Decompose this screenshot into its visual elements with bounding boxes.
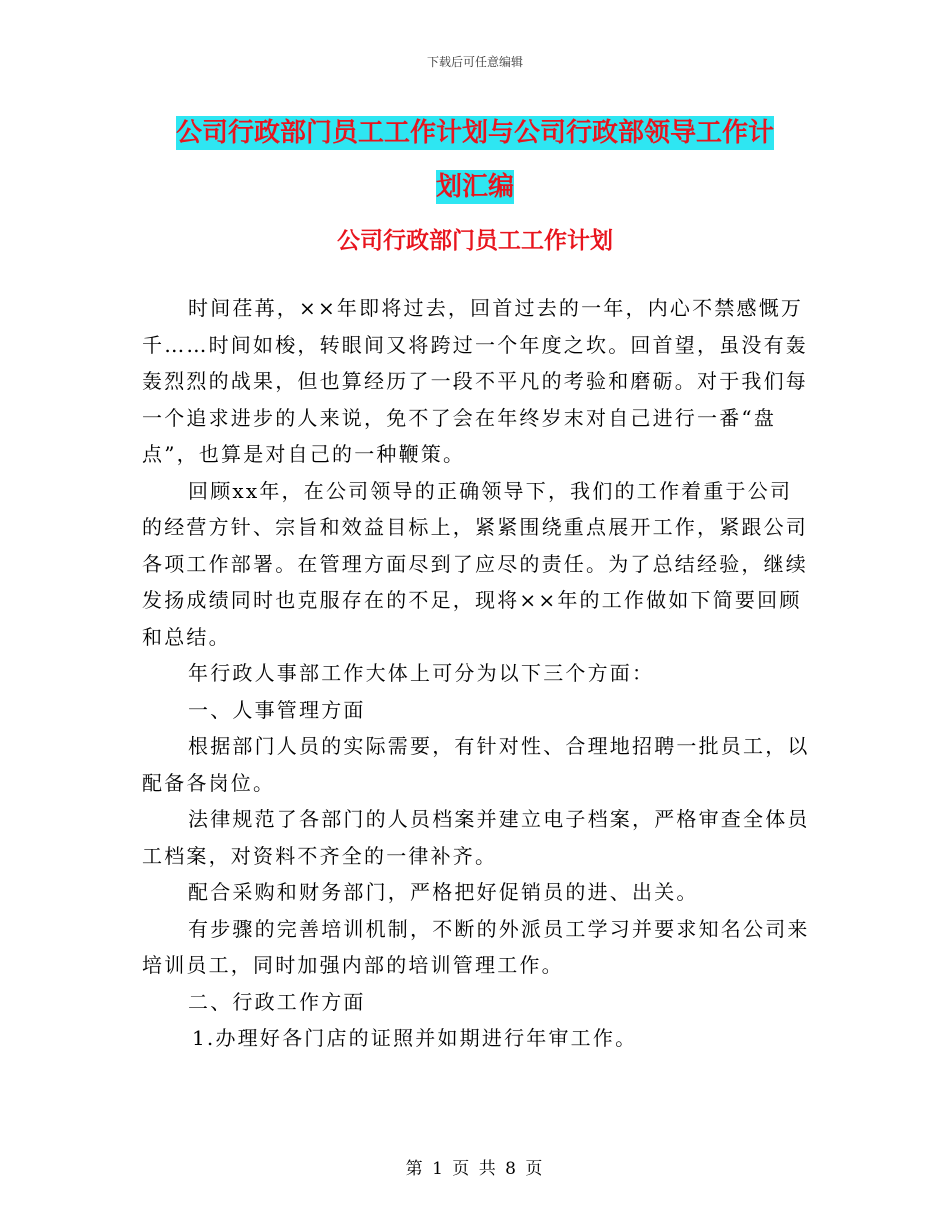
document-title [0,106,950,214]
document-body [142,290,810,1057]
section-title: 公司行政部门员工工作计划 [337,228,613,254]
paragraph-overview: 年行政人事部工作大体上可分为以下三个方面： [188,661,655,685]
paragraph-intro: 时间荏苒，××年即将过去，回首过去的一年，内心不禁感慨万千……时间如梭，转眼间又将跨过一个年度之坎。回首望，虽没有轰轰烈烈的战果，但也算经历了一段不平凡的考验和磨砺。对于我们每一个追求进步的人来说，免不了会在年终岁末对自己进行一番“盘点”，也算是对自己的一种鞭策。 [142,296,808,466]
document-title-line-2: 划汇编 [435,172,514,202]
paragraph-purchasing: 配合采购和财务部门，严格把好促销员的进、出关。 [188,880,699,904]
paragraph-recruitment: 根据部门人员的实际需要，有针对性、合理地招聘一批员工，以配备各岗位。 [142,734,810,795]
heading-administration: 二、行政工作方面 [188,989,366,1014]
list-item-licenses: 1.办理好各门店的证照并如期进行年审工作。 [192,1026,638,1050]
document-title-line-1: 公司行政部门员工工作计划与公司行政部领导工作计 [175,118,774,148]
paragraph-training: 有步骤的完善培训机制，不断的外派员工学习并要求知名公司来培训员工，同时加强内部的培训管理工作。 [142,916,810,977]
paragraph-review: 回顾xx年，在公司领导的正确领导下，我们的工作着重于公司的经营方针、宗旨和效益目标上，紧紧围绕重点展开工作，紧跟公司各项工作部署。在管理方面尽到了应尽的责任。为了总结经验，继续发扬成绩同时也克服存在的不足，现将××年的工作做如下简要回顾和总结。 [142,478,808,649]
header-note: 下载后可任意编辑 [426,55,523,69]
heading-personnel: 一、人事管理方面 [188,697,366,722]
paragraph-archives: 法律规范了各部门的人员档案并建立电子档案，严格审查全体员工档案，对资料不齐全的一律补齐。 [142,807,810,868]
page-footer: 第 1 页 共 8 页 [405,1159,545,1179]
